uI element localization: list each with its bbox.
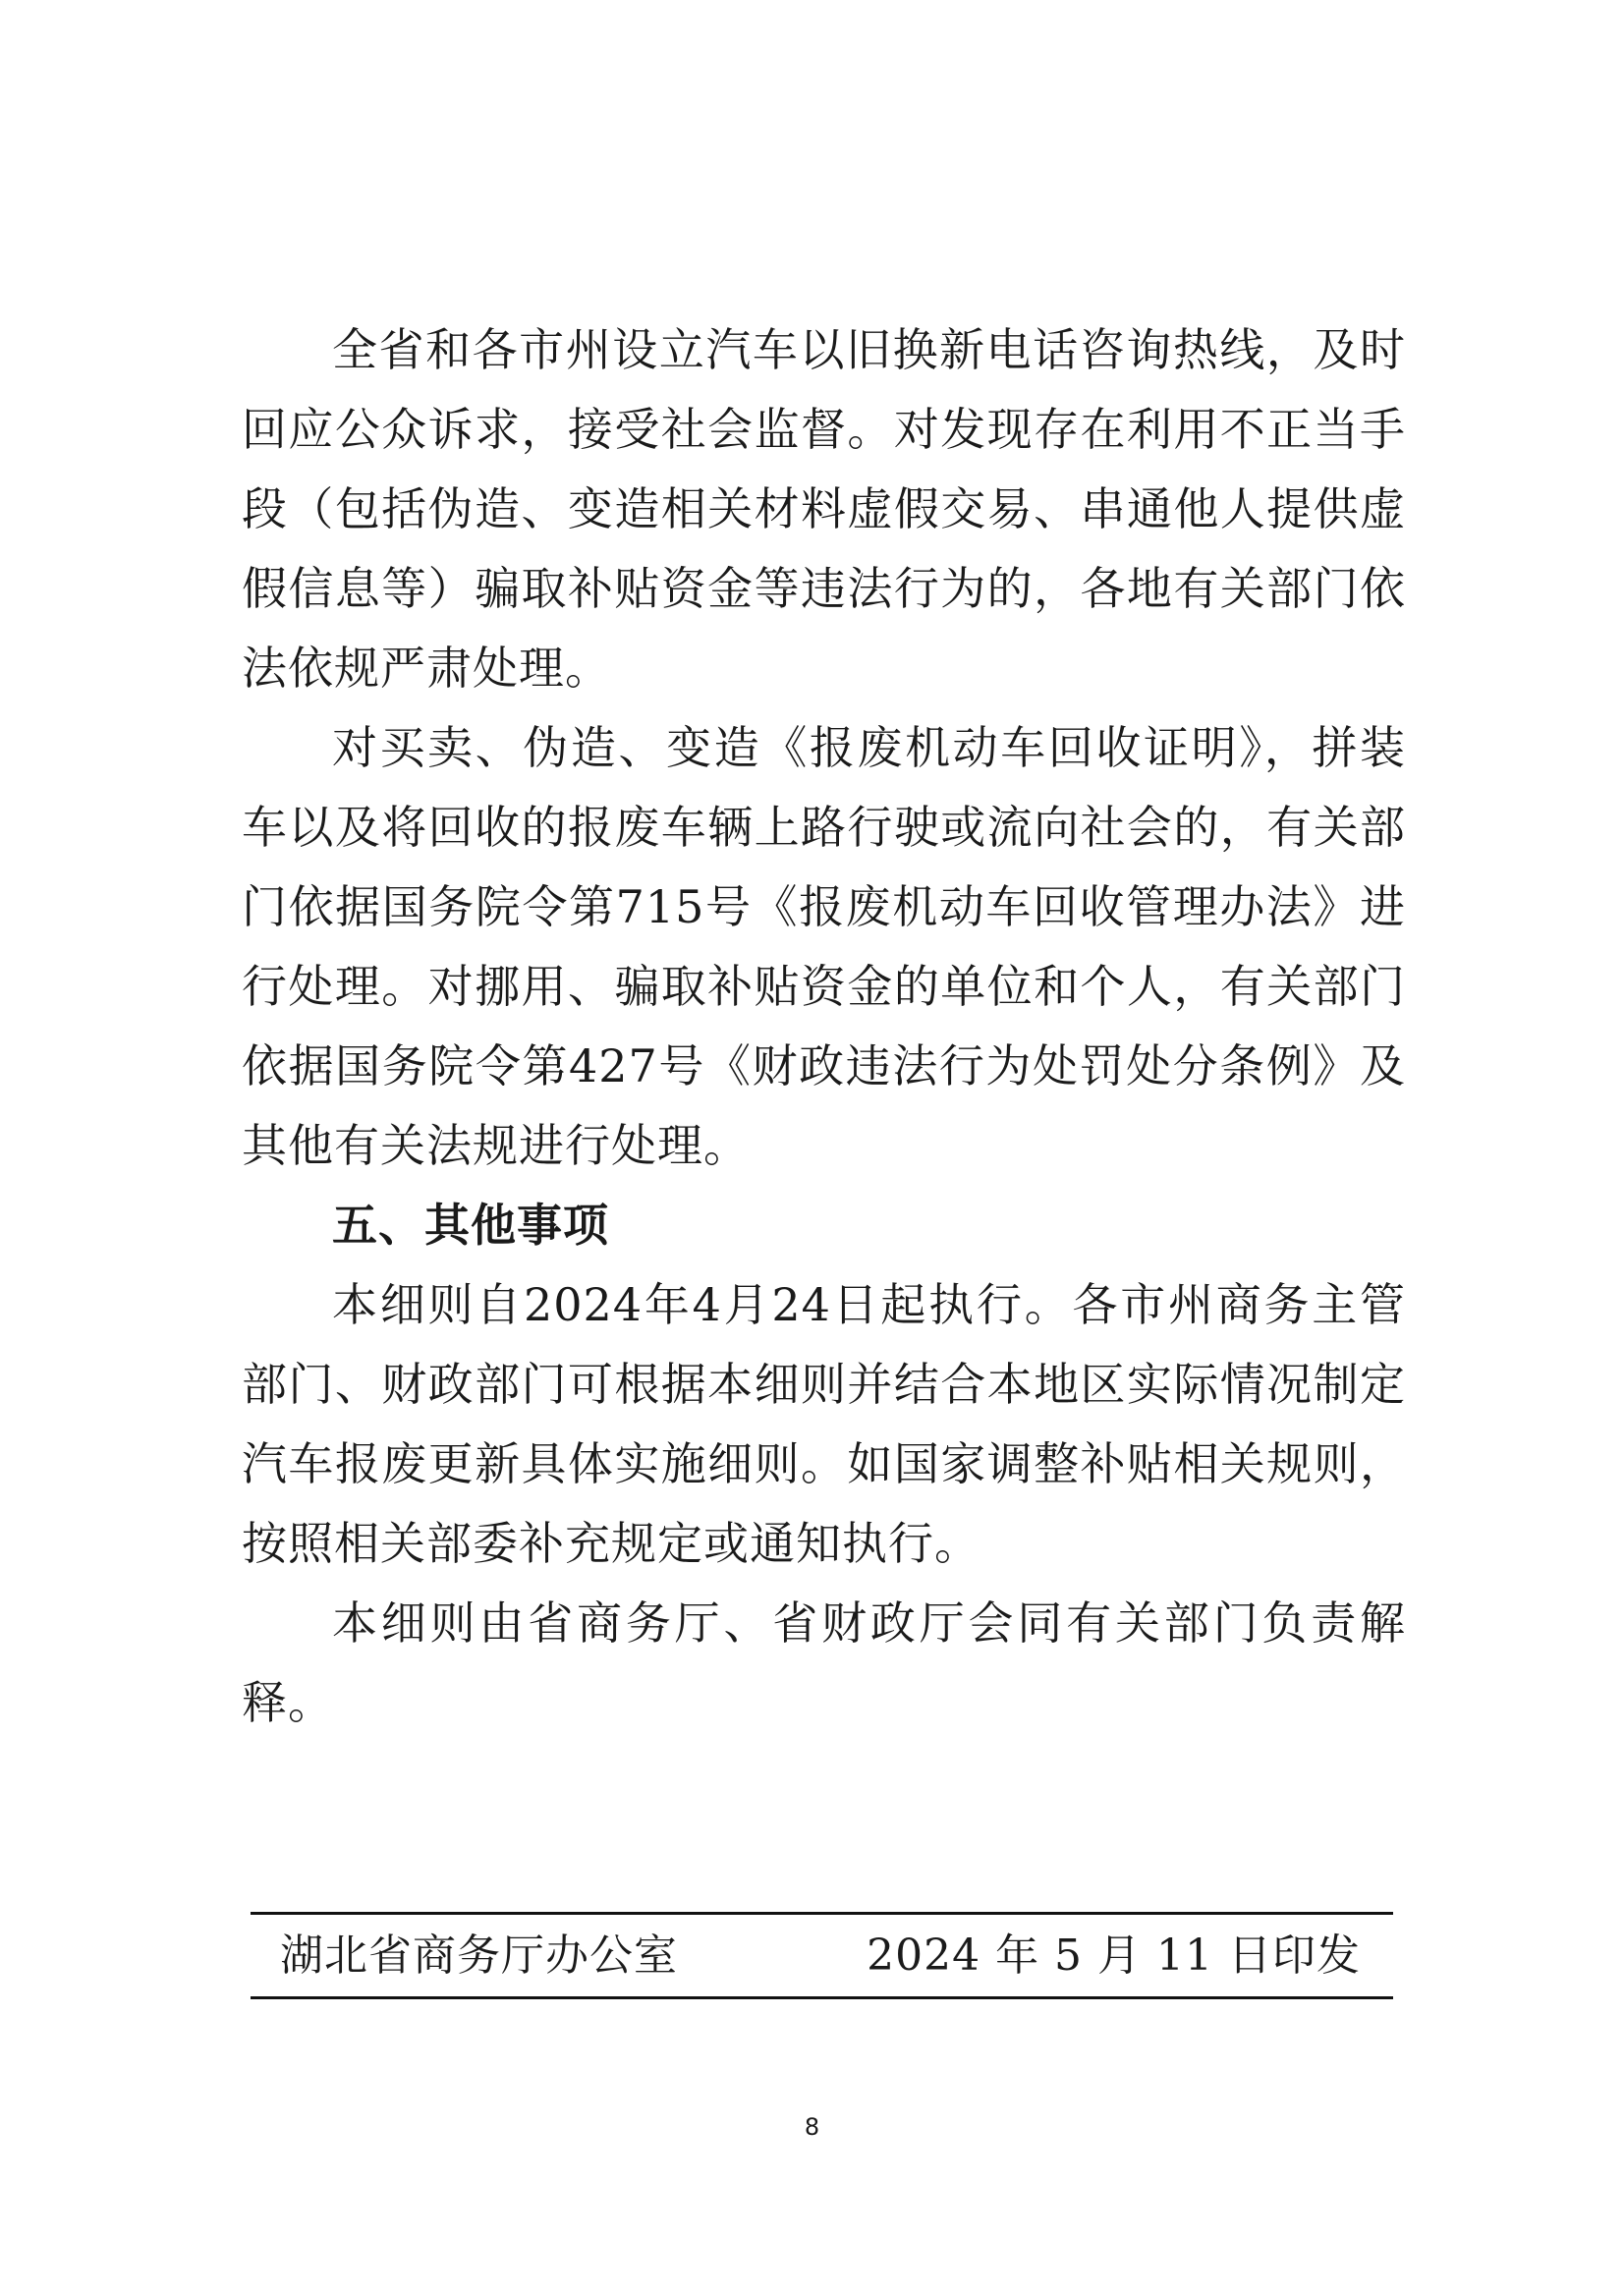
paragraph-supervision: 全省和各市州设立汽车以旧换新电话咨询热线，及时回应公众诉求，接受社会监督。对发现存在利用不正当手段（包括伪造、变造相关材料虚假交易、串通他人提供虚假信息等）骗取补贴资金等违法行为的，各地有关部门依法依规严肃处理。: [242, 323, 1406, 695]
page-number: 8: [804, 2113, 820, 2141]
paragraph-penalties: 对买卖、伪造、变造《报废机动车回收证明》，拼装车以及将回收的报废车辆上路行驶或流向社会的，有关部门依据国务院令第715号《报废机动车回收管理办法》进行处理。对挪用、骗取补贴资金的单位和个人，有关部门依据国务院令第427号《财政违法行为处罚处分条例》及其他有关法规进行处理。: [242, 721, 1406, 1172]
paragraph-interpretation: 本细则由省商务厅、省财政厅会同有关部门负责解释。: [242, 1596, 1406, 1729]
section-heading-other-matters: 五、其他事项: [332, 1199, 609, 1252]
paragraph-effective-date: 本细则自2024年4月24日起执行。各市州商务主管部门、财政部门可根据本细则并结合本地区实际情况制定汽车报废更新具体实施细则。如国家调整补贴相关规则，按照相关部委补充规定或通知执行。: [242, 1278, 1406, 1570]
footer-issue-date: 2024 年 5 月 11 日印发: [867, 1931, 1361, 1981]
footer-issuer: 湖北省商务厅办公室: [280, 1931, 678, 1981]
footer-rule-bottom: [251, 1996, 1393, 1999]
document-body: [242, 310, 1406, 1743]
footer-rule-top: [251, 1912, 1393, 1915]
